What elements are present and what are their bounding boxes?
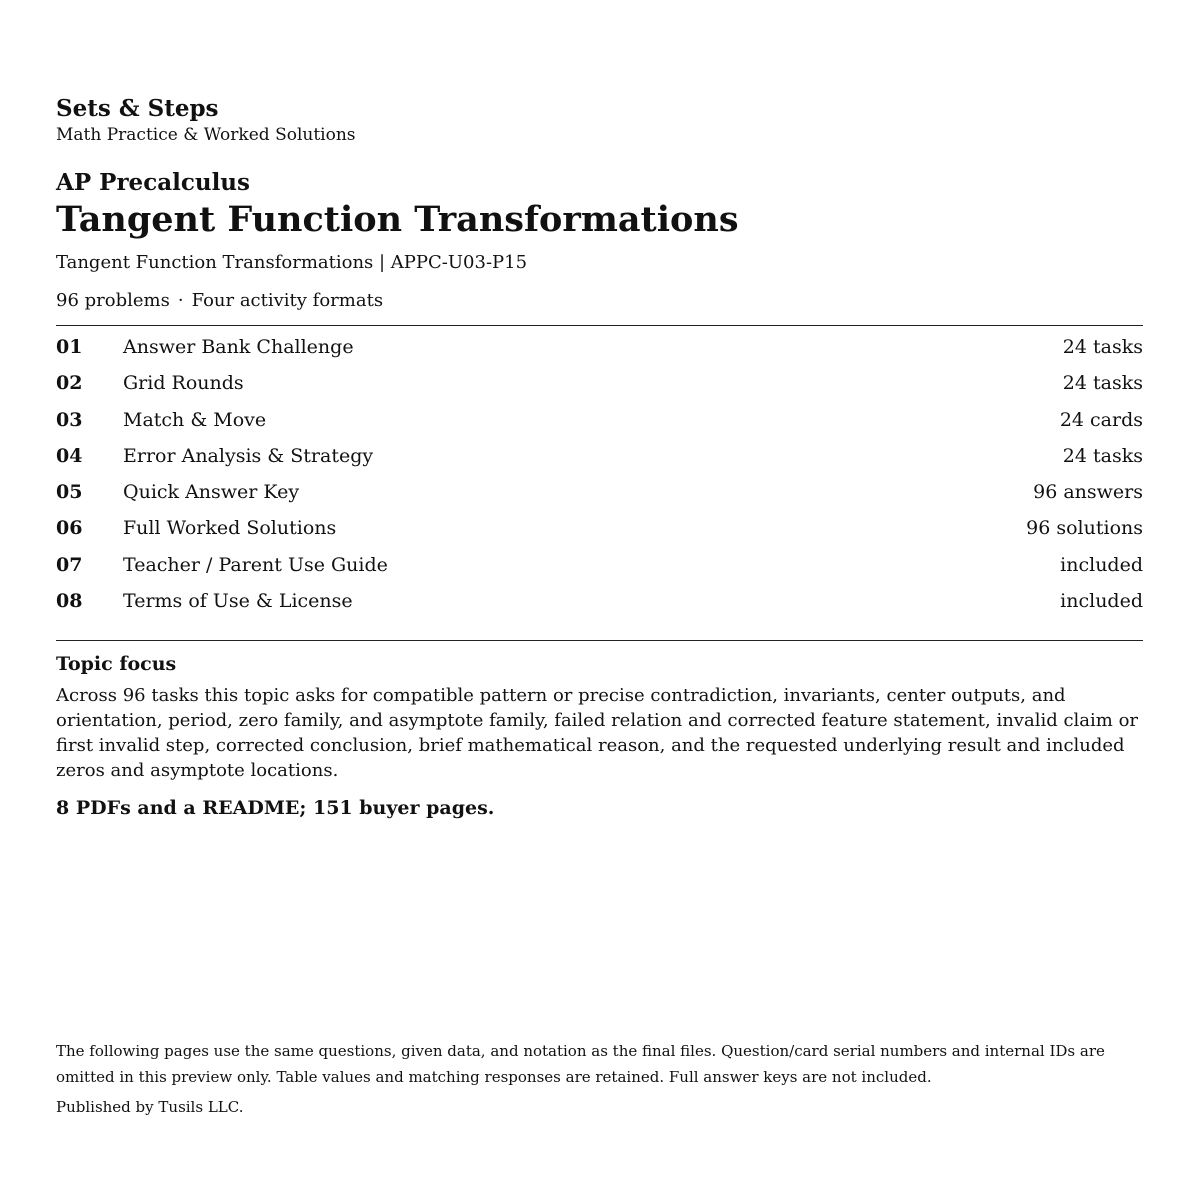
problem-count: 96 problems (56, 290, 170, 311)
contents-item-number: 08 (56, 590, 83, 613)
contents-item-count: included (1060, 590, 1143, 613)
contents-item-count: 24 cards (1059, 408, 1143, 431)
meta-separator: · (177, 290, 184, 311)
contents-item-count: 96 solutions (1026, 517, 1143, 540)
topic-focus-heading: Topic focus (56, 653, 177, 676)
brand-tagline: Math Practice & Worked Solutions (56, 125, 356, 145)
contents-item-label: Grid Rounds (123, 372, 244, 395)
contents-item-label: Quick Answer Key (123, 481, 300, 504)
contents-item-label: Answer Bank Challenge (123, 336, 354, 358)
contents-item-label: Terms of Use & License (123, 590, 353, 613)
contents-item-number: 04 (56, 444, 83, 467)
contents-item-count: 24 tasks (1062, 336, 1143, 358)
footer (56, 1038, 1143, 1118)
contents-item-label: Teacher / Parent Use Guide (123, 553, 388, 576)
contents-item (56, 372, 1143, 408)
publisher-line: Published by Tusils LLC. (56, 1098, 244, 1116)
contents-item (56, 481, 1143, 517)
contents-item-count: included (1060, 553, 1143, 576)
topic-focus-text: Across 96 tasks this topic asks for compatible pattern or precise contradiction, invariants, center outputs, and orientation, period, zero family, and asymptote family, failed relation and corrected feature statement, invalid claim or first invalid step, corrected conclusion, brief mathematical reason, and the requested underlying result and included zeros and asymptote locations. (56, 685, 1139, 782)
contents-item-label: Match & Move (123, 408, 267, 431)
page-title: Tangent Function Transformations (56, 199, 739, 240)
contents-list (56, 325, 1143, 641)
brand-name: Sets & Steps (56, 95, 219, 122)
contents-item-count: 24 tasks (1062, 372, 1143, 395)
product-meta (56, 288, 1143, 314)
product-code: Tangent Function Transformations | APPC-U03-P15 (56, 252, 528, 273)
format-count: Four activity formats (191, 290, 384, 311)
contents-item-number: 03 (56, 408, 83, 431)
product-cover (56, 94, 1143, 821)
contents-item-number: 07 (56, 553, 83, 576)
files-summary: 8 PDFs and a README; 151 buyer pages. (56, 797, 495, 820)
contents-item-label: Full Worked Solutions (123, 517, 337, 540)
contents-item (56, 409, 1143, 445)
contents-item-number: 01 (56, 336, 83, 358)
contents-item-number: 02 (56, 372, 83, 395)
contents-item-count: 96 answers (1033, 481, 1143, 504)
contents-item (56, 517, 1143, 553)
contents-item-number: 05 (56, 481, 83, 504)
contents-item-number: 06 (56, 517, 83, 540)
contents-item (56, 336, 1143, 372)
preview-note: The following pages use the same questions, given data, and notation as the final files. Question/card serial numbers and internal IDs are omitted in this preview only. Table values and matching responses are retained. Full answer keys are not included. (56, 1042, 1105, 1086)
contents-item-label: Error Analysis & Strategy (123, 444, 374, 467)
contents-item (56, 445, 1143, 481)
contents-item-count: 24 tasks (1062, 444, 1143, 467)
course-name: AP Precalculus (56, 169, 250, 196)
contents-item (56, 590, 1143, 626)
contents-item (56, 554, 1143, 590)
